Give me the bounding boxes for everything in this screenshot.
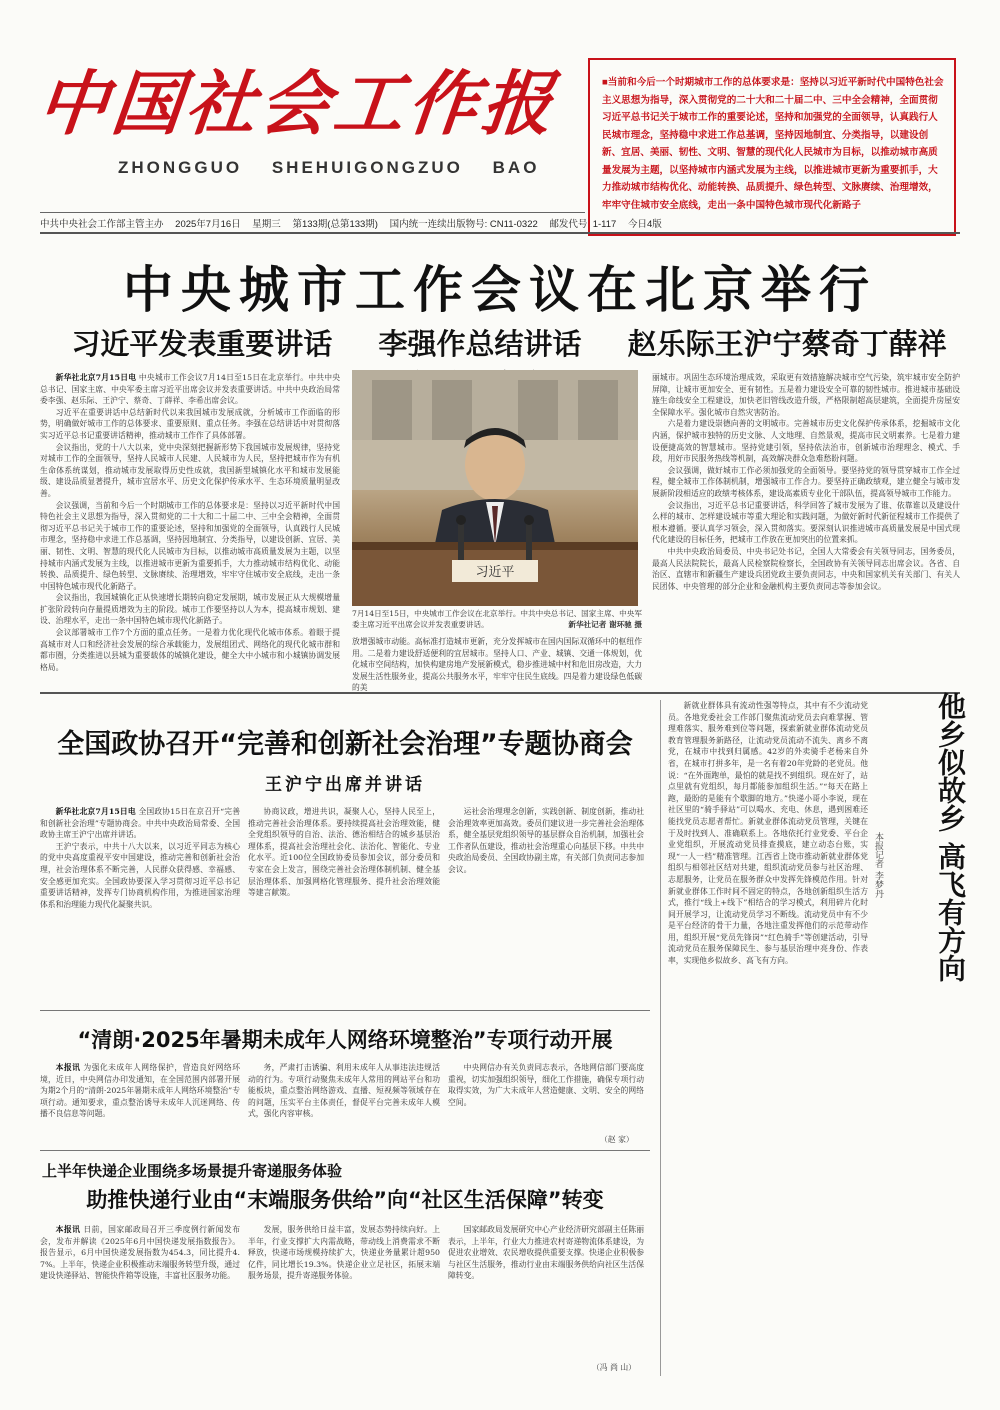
- lead-subhead-1: 习近平发表重要讲话: [71, 327, 333, 361]
- lead-dateline: 新华社北京7月15日电: [55, 373, 137, 382]
- story2-col1-text-1: 全国政协15日在京召开“完善和创新社会治理”专题协商会。中共中央政治局常委、全国政协主席王沪宁出席并讲话。: [40, 807, 240, 840]
- lead-col3-para-2: 六是着力建设崇德向善的文明城市。完善城市历史文化保护传承体系，挖掘城市文化内涵，保护城市独特的历史文脉、人文地理、自然景观，提高市民文明素养。七是着力建设便捷高效的智慧城市。坚持党建引领，坚持依法治市，创新城市治理理念、模式、手段，用好市民服务热线等机制，高效解决群众急难愁盼问题。: [652, 419, 960, 464]
- story2-dateline: 新华社北京7月15日电: [55, 807, 136, 816]
- photo-caption-text: 7月14日至15日，中央城市工作会议在北京举行。中共中央总书记、国家主席、中央军委主席习近平出席会议并发表重要讲话。: [352, 609, 642, 629]
- lead-col3-para-4: 会议指出，习近平总书记重要讲话，科学回答了城市发展为了谁、依靠谁以及建设什么样的城市、怎样建设城市等重大理论和实践问题，为做好新时代新征程城市工作提供了根本遵循。要认真学习领会，深入贯彻落实。要深刻认识推进城市高质量发展是中国式现代化建设的目标任务，把城市工作放在更加突出的位置来抓。: [652, 500, 960, 545]
- sidebar-story-byline: 本报记者 李梦丹: [873, 832, 883, 898]
- masthead-rule: [40, 232, 960, 234]
- section-rule-1: [40, 692, 960, 694]
- lead-col1-para-2: 习近平在重要讲话中总结新时代以来我国城市发展成就，分析城市工作面临的形势，明确做好城市工作的总体要求、重要原则、重点任务。李强在总结讲话中对贯彻落实习近平总书记重要讲话精神，推动城市工作作了具体部署。: [40, 407, 340, 440]
- lead-col1-para-6: 会议部署城市工作7个方面的重点任务。一是着力优化现代化城市体系。着眼于提高城市对人口和经济社会发展的综合承载能力，发展组团式、网络化的现代化城市群和都市圈，分类推进以县城为重要载体的城镇化建设，健全大中小城市和小城镇协调发展格局。: [40, 628, 340, 672]
- quote-box-text: ■当前和今后一个时期城市工作的总体要求是：坚持以习近平新时代中国特色社会主义思想为指导，深入贯彻党的二十大和二十届二中、三中全会精神，全面贯彻习近平总书记关于城市工作的重要论述，坚持和加强党的全面领导，认真践行人民城市理念，坚持稳中求进工作总基调，坚持因地制宜、分类指导，以建设创新、宜居、美丽、韧性、文明、智慧的现代化人民城市为目标，以推动城市高质量发展为主题，以坚持城市内涵式发展为主线，以推进城市更新为重要抓手，大力推动城市结构优化、动能转换、品质提升、绿色转型、文脉赓续、治理增效，牢牢守住城市安全底线，走出一条中国特色城市现代化新路子: [602, 77, 944, 211]
- sidebar-story-title: 他乡似故乡 高飞有方向: [934, 692, 967, 982]
- issue-number: 第133期(总第133期): [292, 219, 378, 230]
- story2-subhead: 王沪宁出席并讲话: [265, 775, 425, 795]
- lead-col3-para-3: 会议强调，做好城市工作必须加强党的全面领导。要坚持党的领导贯穿城市工作全过程，健全城市工作体制机制，增强城市工作合力。要坚持正确政绩观，建立健全与城市发展新阶段相适应的政绩考核体系，建设高素质专业化干部队伍，提高领导城市工作能力。: [652, 465, 960, 498]
- story3-headline: “清朗·2025年暑期未成年人网络环境整治”专项行动开展: [77, 1028, 613, 1052]
- story3-col1-para-1: [40, 1062, 240, 1120]
- issue-weekday: 星期三: [252, 219, 281, 230]
- story4-column-1: [40, 1224, 240, 1374]
- story3-column-3: 中央网信办有关负责同志表示，各地网信部门要高度重视，切实加强组织领导，细化工作措施，确保专项行动取得实效，为广大未成年人营造健康、文明、安全的网络空间。: [448, 1063, 644, 1107]
- pinyin-2: SHEHUIGONGZUO: [271, 158, 463, 177]
- story2-column-3: 运社会治理理念创新，实践创新、制度创新，推动社会治理效率更加高效。委员们建议进一步完善社会治理体系，健全基层党组织领导的基层群众自治机制，加强社会工作者队伍建设，推动社会治理重心向基层下移。中共中央政治局委员、全国政协副主席，有关部门负责同志参加会议。: [448, 807, 644, 874]
- pinyin-1: ZHONGGUO: [118, 158, 243, 177]
- story3-column-2: 务，严肃打击诱骗、利用未成年人从事违法违规活动的行为。专项行动聚焦未成年人常用的网站平台和功能板块，重点整治网络游戏、直播、短视频等领域存在的问题，压实平台主体责任，督促平台完善未成年人模式，强化内容审核。: [248, 1063, 440, 1119]
- photo-name-card: 习近平: [475, 565, 515, 580]
- story3-dateline: 本报讯: [55, 1063, 81, 1072]
- story2-column-1: [40, 806, 240, 1006]
- lead-col1-para-5: 会议指出，我国城镇化正从快速增长期转向稳定发展期，城市发展正从大规模增量扩张阶段转向存量提质增效为主的阶段。城市工作要坚持以人为本，提高城市规划、建设、治理水平，走出一条中国特色城市现代化新路子。: [40, 593, 340, 626]
- issue-info-line: [40, 212, 662, 230]
- quote-box: [588, 58, 956, 236]
- story4-kicker: 上半年快递企业围绕多场景提升寄递服务体验: [42, 1162, 343, 1180]
- section-rule-3: [40, 1150, 650, 1151]
- story2-column-2: 协商议政，增进共识，凝聚人心，坚持人民至上，推动完善社会治理体系。要持续提高社会治理效能，健全党组织领导的自治、法治、德治相结合的城乡基层治理体系，提高社会治理社会化、法治化、智能化、专业化水平。近100位全国政协委员参加会议，部分委员和专家在会上发言，围绕完善社会治理体制机制、健全基层治理体系、加强网格化管理服务、提升社会治理效能等建言献策。: [248, 807, 440, 898]
- story2-col1-para-1: [40, 806, 240, 841]
- masthead-pinyin: [118, 158, 561, 178]
- sidebar-story-text: 新就业群体具有流动性强等特点，其中有不少流动党员。各地党委社会工作部门聚焦流动党员去向难掌握、管理难落实、服务难到位等问题，探索新就业群体流动党员教育管理服务新路径，让流动党员流动不流失、离乡不离党，在城市中找到归属感。42岁的外卖骑手老杨来自外省，在城市打拼多年，是一名有着20年党龄的老党员。他说：“在外面跑单，最怕的就是找不到组织。现在好了，站点里就有党组织，每月都能参加组织生活。”“每天在路上跑，最盼的是能有个歇脚的地方。”快递小哥小李说，现在社区里的“骑手驿站”可以喝水、充电、休息，遇到困难还能找党员志愿者帮忙。新就业群体流动党员管理，关键在于及时找到人、准确联系上。各地依托行业党委、平台企业党组织，开展流动党员排查摸底，建立动态台账，实现“一人一档”精准管理。江西省上饶市推动新就业群体党组织与相邻社区结对共建，组织流动党员参与社区治理、志愿服务，让党员在服务群众中发挥先锋模范作用。针对新就业群体工作时间不固定的特点，各地创新组织生活方式，推行“线上+线下”相结合的学习模式，利用碎片化时间开展学习，让流动党员学习不断线。流动党员中有不少是平台经济的骨干力量，各地注重发挥他们的示范带动作用，组织开展“党员先锋岗”“红色骑手”等创建活动，引导流动党员在服务保障民生、参与基层治理中亮身份、作表率，实现他乡似故乡、高飞有方向。: [668, 701, 868, 966]
- lead-subhead-2: 李强作总结讲话: [378, 327, 582, 361]
- issue-date: 2025年7月16日: [175, 219, 241, 230]
- story4-column-3: 国家邮政局发展研究中心产业经济研究部副主任陈丽表示，上半年，行业大力推进农村寄递物流体系建设，为促进农业增效、农民增收提供重要支撑。快递企业积极参与社区生活服务，推动行业由末端服务供给向社区生活保障转变。: [448, 1225, 644, 1281]
- story3-col1-text-1: 为强化未成年人网络保护，营造良好网络环境，近日，中央网信办印发通知，在全国范围内部署开展为期2个月的“清朗·2025年暑期未成年人网络环境整治”专项行动。通知要求，重点整治诱导未成年人沉迷网络、传播不良信息等问题。: [40, 1063, 240, 1119]
- lead-col1-para-4: 会议强调，当前和今后一个时期城市工作的总体要求是：坚持以习近平新时代中国特色社会主义思想为指导，深入贯彻党的二十大和二十届二中、三中全会精神，全面贯彻习近平总书记关于城市工作的重要论述，坚持和加强党的全面领导，认真践行人民城市理念，坚持稳中求进工作总基调，坚持因地制宜、分类指导，以建设创新、宜居、美丽、韧性、文明、智慧的现代化人民城市为目标，以推动城市高质量发展为主题，以坚持城市内涵式发展为主线，以推进城市更新为重要抓手，大力推动城市结构优化、动能转换、品质提升、绿色转型、文脉赓续、治理增效，牢牢守住城市安全底线，走出一条中国特色城市现代化新路子。: [40, 500, 340, 591]
- lead-headline: 中央城市工作会议在北京举行: [123, 261, 877, 319]
- story3-end-mark: （赵 家）: [600, 1135, 634, 1144]
- issue-cn-code: 国内统一连续出版物号: CN11-0322: [389, 219, 538, 230]
- sidebar-divider: [660, 700, 661, 1376]
- issue-page-count: 今日4版: [627, 219, 662, 230]
- story4-col1-text-1: 日前，国家邮政局召开三季度例行新闻发布会，发布并解读《2025年6月中国快递发展指数报告》。报告显示，6月中国快递发展指数为454.3，同比提升4.7%。上半年，快递企业积极推动末端服务转型升级，通过建设快递驿站、智能快件箱等设施，丰富社区服务功能。: [40, 1225, 240, 1281]
- lead-col3-para-5: 中共中央政治局委员、中央书记处书记，全国人大常委会有关领导同志，国务委员，最高人民法院院长，最高人民检察院检察长，全国政协有关领导同志出席会议。各省、自治区、直辖市和新疆生产建设兵团党政主要负责同志，中央和国家机关有关部门、有关人民团体、中央管理的部分企业和金融机构主要负责同志等参加会议。: [652, 546, 960, 591]
- lead-column-3: [652, 372, 960, 688]
- story3-column-1: [40, 1062, 240, 1146]
- lead-photo-caption: [352, 608, 642, 630]
- masthead-title: 中国社会工作报: [33, 62, 561, 145]
- story4-end-mark: （冯 尚 山）: [592, 1363, 636, 1372]
- story4-dateline: 本报讯: [55, 1225, 81, 1234]
- lead-photo-illustration: [352, 370, 638, 606]
- story4-column-2: 发展，服务供给日益丰富，发展态势持续向好。上半年，行业支撑扩大内需战略，带动线上消费需求不断释放，快递市场规模持续扩大，快递业务量累计超950亿件，同比增长19.3%。快递企业立足社区，拓展末端服务场景，提升寄递服务体验。: [248, 1225, 440, 1281]
- story2-headline: 全国政协召开“完善和创新社会治理”专题协商会: [57, 729, 633, 760]
- lead-column-2-bottom: 放增强城市动能。高标准打造城市更新，充分发挥城市在国内国际双循环中的枢纽作用。二是着力建设舒适便利的宜居城市。坚持人口、产业、城镇、交通一体规划，优化城市空间结构，加快构建房地产发展新模式，稳步推进城中村和危旧房改造，大力发展生活性服务业，提高公共服务水平，牢牢守住民生底线。四是着力建设绿色低碳的美: [352, 637, 642, 693]
- section-rule-2: [40, 1010, 650, 1011]
- story4-headline: 助推快递行业由“末端服务供给”向“社区生活保障”转变: [86, 1188, 604, 1212]
- lead-col1-para-1: [40, 372, 340, 407]
- lead-photo: [352, 370, 638, 606]
- story4-col1-para-1: [40, 1224, 240, 1282]
- lead-column-1: [40, 372, 340, 688]
- issue-postal-code: 邮发代号: 1-117: [549, 219, 617, 230]
- issue-publisher: 中共中央社会工作部主管主办: [40, 219, 164, 230]
- photo-credit: 新华社记者 谢环驰 摄: [568, 620, 642, 629]
- lead-subhead-3: 赵乐际王沪宁蔡奇丁薛祥: [627, 327, 947, 361]
- story2-col1-para-2: 王沪宁表示，中共十八大以来，以习近平同志为核心的党中央高度重视平安中国建设，推动完善和创新社会治理，社会治理体系不断完善，人民群众获得感、幸福感、安全感更加充实。全国政协要深入学习贯彻习近平总书记重要讲话精神，发挥专门协商机构作用，为推进国家治理体系和治理能力现代化凝聚共识。: [40, 841, 240, 909]
- lead-col3-para-1: 丽城市。巩固生态环境治理成效，采取更有效措施解决城市空气污染，筑牢城市安全防护屏障，让城市更加安全、更有韧性。五是着力建设安全可靠的韧性城市。推进城市基础设施生命线安全工程建设，加快老旧管线改造升级，严格限制超高层建筑，全面提升房屋安全保障水平。强化城市自然灾害防治。: [652, 373, 960, 417]
- pinyin-3: BAO: [492, 158, 540, 177]
- lead-col1-para-3: 会议指出，党的十八大以来，党中央深刻把握新形势下我国城市发展规律，坚持党对城市工作的全面领导，坚持人民城市人民建、人民城市为人民，坚持把城市作为有机生命体系统谋划，推动城市发展取得历史性成就，我国新型城镇化水平和城市发展能级、建设品质显著提升，城市宜居水平、历史文化保护传承水平、生态环境质量明显改善。: [40, 442, 340, 498]
- lead-col1-text-1: 中央城市工作会议7月14日至15日在北京举行。中共中央总书记、国家主席、中央军委主席习近平出席会议并发表重要讲话。中共中央政治局常委李强、赵乐际、王沪宁、蔡奇、丁薛祥、李希出席会议。: [40, 373, 341, 406]
